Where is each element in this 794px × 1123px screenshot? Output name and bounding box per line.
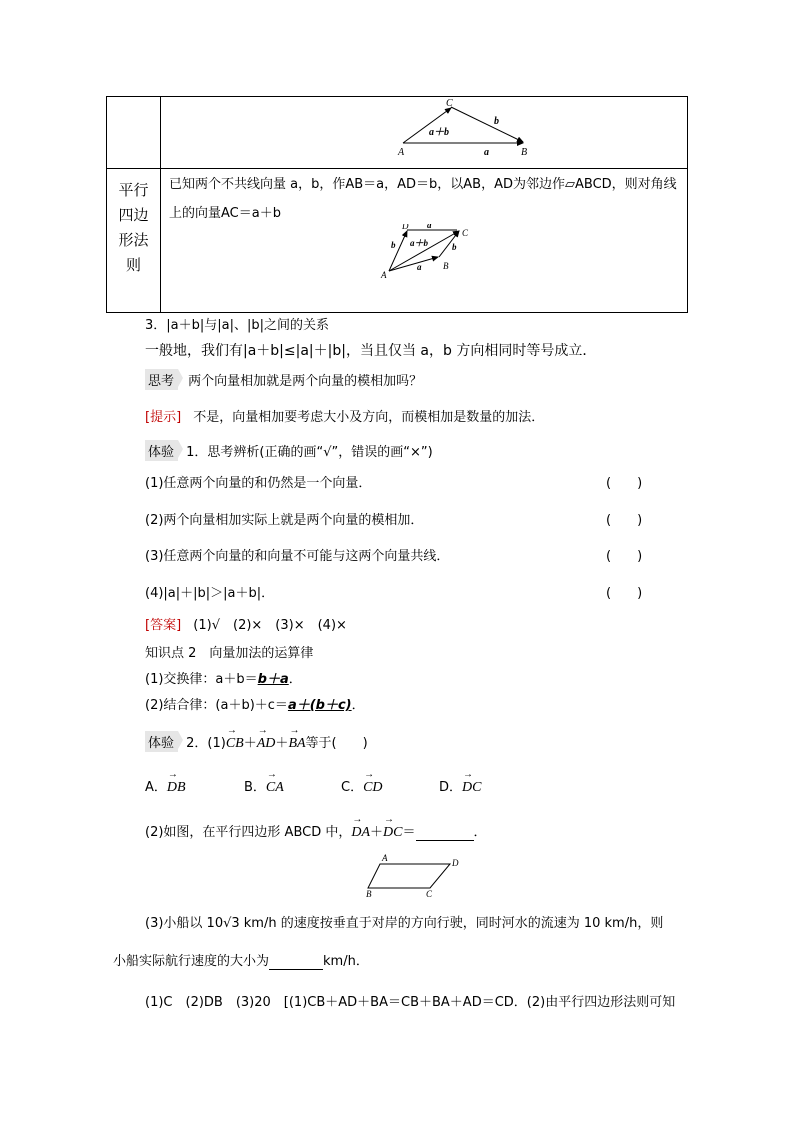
think-tag: 思考 <box>145 369 178 390</box>
section3-title: 3．|a＋b|与|a|、|b|之间的关系 <box>145 318 329 333</box>
option-D[interactable]: D．→ DC <box>439 776 481 796</box>
rule-table <box>106 96 688 313</box>
law-associative: (2)结合律：(a＋b)＋c＝a＋(b＋c)． <box>145 698 365 713</box>
para-label-D: D <box>402 224 409 231</box>
question-3-line1: (3)小船以 10√3 km/h 的速度按垂直于对岸的方向行驶，同时河水的流速为 10 km/h，则 <box>145 916 664 931</box>
fig2-label-D: D <box>452 858 459 868</box>
exp2-row: 体验 2．(1)→ CB＋→ AD＋→ BA等于( ) <box>145 731 368 752</box>
exp2-tag: 体验 <box>145 731 178 752</box>
judge-paren-2[interactable]: ( ) <box>606 513 643 528</box>
question-3-line2: 小船实际航行速度的大小为 km/h． <box>113 954 369 969</box>
judge-item-1: (1)任意两个向量的和仍然是一个向量． <box>145 476 372 491</box>
think-question: 两个向量相加就是两个向量的模相加吗？ <box>188 374 423 389</box>
tri-label-ab: a＋b <box>429 127 449 138</box>
final-answer: (1)C (2)DB (3)20 [(1)CB＋AD＋BA＝CB＋BA＋AD＝CD．(2)由平行四边形法则可知 <box>145 995 676 1010</box>
answer-text: (1)√ (2)× (3)× (4)× <box>193 618 347 633</box>
answer-row <box>145 614 347 633</box>
question-2: (2)如图，在平行四边形 ABCD 中，→ DA＋→ DC＝ ． <box>145 821 487 841</box>
para-label-b-right: b <box>452 242 457 252</box>
triangle-cell <box>161 97 688 169</box>
q3-answer-blank[interactable] <box>269 954 323 970</box>
law2-answer: a＋(b＋c) <box>287 698 352 713</box>
row2-label: 平行四边形法则 <box>107 169 161 313</box>
judge-paren-1[interactable]: ( ) <box>606 476 643 491</box>
judge-item-2: (2)两个向量相加实际上就是两个向量的模相加． <box>145 513 424 528</box>
fig2-label-B: B <box>366 889 372 899</box>
tri-label-B: B <box>521 147 528 158</box>
exp1-title: 1．思考辨析(正确的画“√”，错误的画“×”) <box>186 445 433 460</box>
judge-paren-3[interactable]: ( ) <box>606 549 643 564</box>
tri-label-C: C <box>446 98 453 109</box>
exp1-tag: 体验 <box>145 440 178 461</box>
q2-answer-blank[interactable] <box>416 825 474 841</box>
row2-text-line1: 已知两个不共线向量 a，b，作AB＝a，AD＝b，以AB，AD为邻边作▱ABCD，则对角线 <box>169 177 677 192</box>
para-label-B: B <box>443 261 449 271</box>
row2-text-line2: 上的向量AC＝a＋b <box>169 206 281 221</box>
answer-tag: [答案] <box>145 618 182 633</box>
law-commutative: (1)交换律：a＋b＝b＋a． <box>145 672 302 687</box>
triangle-figure <box>161 97 687 164</box>
para-label-b-left: b <box>391 240 396 250</box>
parallelogram-abcd-figure <box>360 852 470 902</box>
hint-text: 不是，向量相加要考虑大小及方向，而模相加是数量的加法． <box>193 410 545 425</box>
judge-item-4: (4)|a|＋|b|＞|a＋b|． <box>145 586 275 601</box>
think-row <box>145 369 422 390</box>
fig2-label-A: A <box>382 853 388 863</box>
law1-answer: b＋a <box>257 672 289 687</box>
knowledge-point-2: 知识点 2 向量加法的运算律 <box>145 646 314 661</box>
option-B[interactable]: B．→ CA <box>244 776 284 796</box>
option-A[interactable]: A．→ DB <box>145 776 186 796</box>
parallelogram-cell <box>161 169 688 313</box>
para-label-A: A <box>381 270 387 280</box>
hint-row <box>145 406 544 425</box>
judge-paren-4[interactable]: ( ) <box>606 586 643 601</box>
section3-text: 一般地，我们有|a＋b|≤|a|＋|b|，当且仅当 a，b 方向相同时等号成立． <box>145 343 597 359</box>
para-label-ab: a＋b <box>410 238 429 248</box>
hint-tag: [提示] <box>145 410 182 425</box>
para-label-a-bot: a <box>417 262 422 272</box>
option-C[interactable]: C．→ CD <box>341 776 383 796</box>
row1-label <box>107 97 161 169</box>
judge-item-3: (3)任意两个向量的和向量不可能与这两个向量共线． <box>145 549 450 564</box>
parallelogram-figure <box>161 224 687 286</box>
exp1-row <box>145 440 433 461</box>
tri-label-b: b <box>494 116 499 127</box>
fig2-label-C: C <box>426 889 433 899</box>
tri-label-a: a <box>484 147 489 158</box>
para-label-C: C <box>462 228 469 238</box>
para-label-a-top: a <box>427 224 432 230</box>
tri-label-A: A <box>398 147 405 158</box>
